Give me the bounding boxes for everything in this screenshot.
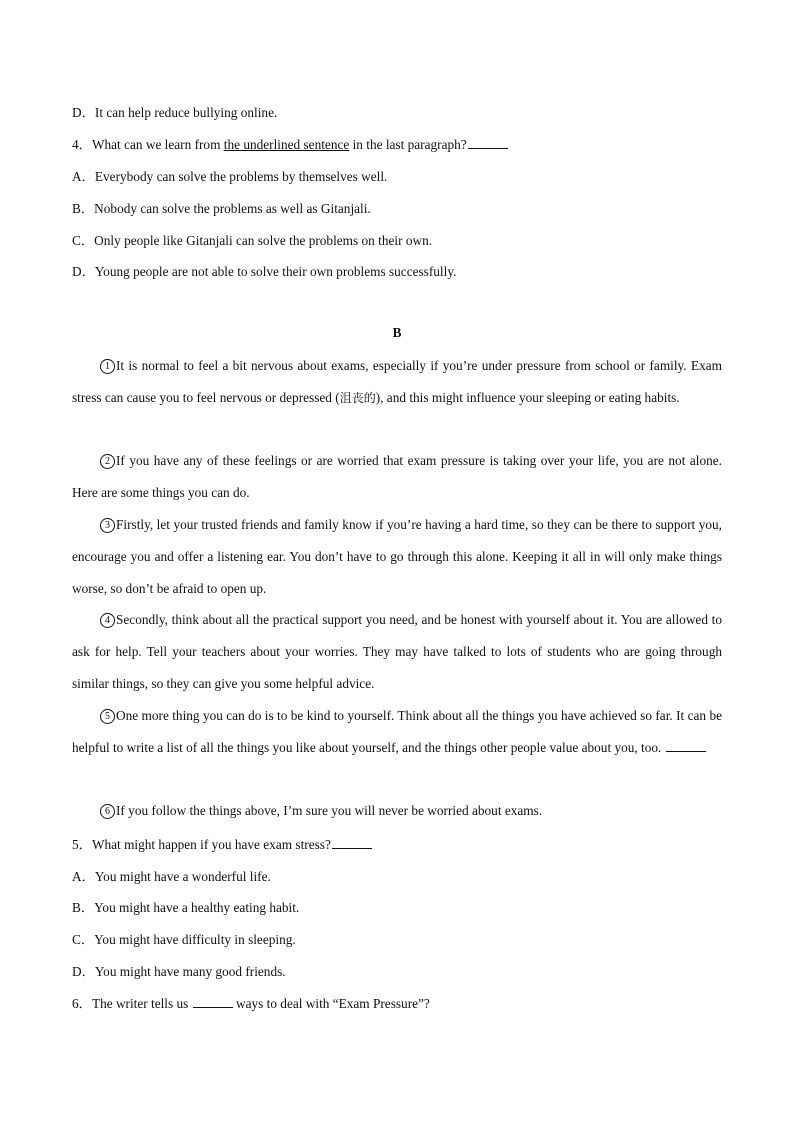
paragraph-1	[72, 350, 722, 415]
paragraph-5	[72, 700, 722, 764]
q4-option-c: C．Only people like Gitanjali can solve the problems on their own.	[72, 233, 433, 248]
q4-option-d: D．Young people are not able to solve their own problems successfully.	[72, 264, 457, 279]
q4-option-a: A．Everybody can solve the problems by themselves well.	[72, 169, 388, 184]
answer-blank	[666, 739, 706, 752]
q5-option-b: B．You might have a healthy eating habit.	[72, 900, 300, 915]
paragraph-2	[72, 445, 722, 509]
paragraph-4-text: Secondly, think about all the practical support you need, and be honest with yourself about it. You are allowed to ask for help. Tell your teachers about your worries. They may have talked to lots of students who are going through similar things, so they can give you some helpful advice.	[72, 612, 722, 691]
paragraph-3	[72, 509, 722, 604]
paragraph-5-text: One more thing you can do is to be kind to yourself. Think about all the things you have achieved so far. It can be helpful to write a list of all the things you like about yourself, and the things other people value about you, too.	[72, 708, 722, 755]
q5-option-d: D．You might have many good friends.	[72, 964, 286, 979]
chinese-gloss: 沮丧的	[339, 390, 376, 405]
paragraph-number: 3	[100, 518, 115, 533]
section-heading: B	[392, 325, 402, 340]
paragraph-number: 4	[100, 613, 115, 628]
q6-stem	[72, 993, 722, 1012]
paragraph-number: 1	[100, 359, 115, 374]
q3-option-d: D．It can help reduce bullying online.	[72, 105, 278, 120]
q4-stem	[72, 134, 722, 153]
paragraph-number: 6	[100, 804, 115, 819]
answer-blank	[332, 836, 372, 849]
q6-stem-suffix: ways to deal with “Exam Pressure”?	[232, 996, 430, 1011]
paragraph-6-text: If you follow the things above, I’m sure you will never be worried about exams.	[116, 803, 543, 818]
q5-stem	[72, 834, 722, 853]
paragraph-2-text: If you have any of these feelings or are worried that exam pressure is taking over your life, you are not alone. Here are some things you can do.	[72, 453, 722, 500]
paragraph-1-text-after: ), and this might influence your sleeping or eating habits.	[375, 389, 680, 405]
q5-option-a: A．You might have a wonderful life.	[72, 869, 271, 884]
q4-underlined-phrase: the underlined sentence	[223, 137, 350, 152]
q6-stem-prefix: 6．The writer tells us	[72, 996, 192, 1011]
paragraph-4	[72, 604, 722, 699]
q5-stem-text: 5．What might happen if you have exam stress?	[72, 837, 331, 852]
paragraph-number: 5	[100, 709, 115, 724]
paragraph-6	[72, 795, 722, 827]
paragraph-1-text-before: It is normal to feel a bit nervous about exams, especially if you’re under pressure from school or family. Exam stress can cause you to feel nervous or depressed (	[72, 358, 722, 405]
q5-option-c: C．You might have difficulty in sleeping.	[72, 932, 296, 947]
q4-stem-prefix: 4．What can we learn from	[72, 137, 224, 152]
q4-stem-suffix: in the last paragraph?	[349, 137, 467, 152]
answer-blank	[193, 995, 233, 1008]
paragraph-number: 2	[100, 454, 115, 469]
answer-blank	[468, 136, 508, 149]
paragraph-3-text: Firstly, let your trusted friends and family know if you’re having a hard time, so they can be there to support you, encourage you and offer a listening ear. You don’t have to go through this alone. Keeping it all in will only make things worse, so don’t be afraid to open up.	[72, 517, 722, 596]
q4-option-b: B．Nobody can solve the problems as well as Gitanjali.	[72, 201, 371, 216]
